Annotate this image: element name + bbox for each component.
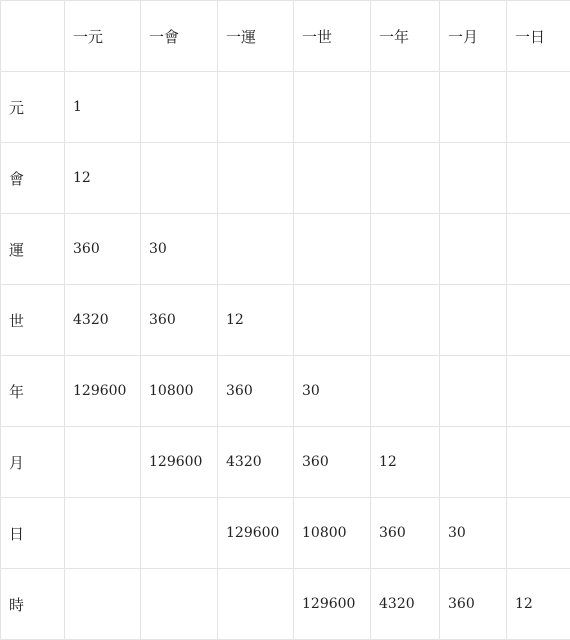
table-cell: 360 xyxy=(440,569,507,640)
column-header: 一元 xyxy=(65,1,141,72)
table-cell xyxy=(440,427,507,498)
table-cell xyxy=(218,72,294,143)
table-body xyxy=(1,72,570,640)
table-cell xyxy=(507,356,570,427)
table-cell: 30 xyxy=(440,498,507,569)
table-cell: 10800 xyxy=(141,356,218,427)
table-row xyxy=(1,72,570,143)
table-cell: 1 xyxy=(65,72,141,143)
column-header: 一月 xyxy=(440,1,507,72)
table-cell: 360 xyxy=(218,356,294,427)
table-row xyxy=(1,214,570,285)
column-header: 一世 xyxy=(294,1,371,72)
row-header: 年 xyxy=(1,356,65,427)
table-cell: 4320 xyxy=(371,569,440,640)
table-row xyxy=(1,285,570,356)
row-header: 運 xyxy=(1,214,65,285)
table-cell xyxy=(371,285,440,356)
table-cell: 360 xyxy=(65,214,141,285)
table-cell xyxy=(218,214,294,285)
table-cell xyxy=(65,427,141,498)
table-cell xyxy=(440,143,507,214)
table-cell xyxy=(440,356,507,427)
table-cell xyxy=(371,356,440,427)
table-cell xyxy=(141,72,218,143)
table-cell xyxy=(65,498,141,569)
column-header: 一運 xyxy=(218,1,294,72)
table-cell: 10800 xyxy=(294,498,371,569)
table-row xyxy=(1,569,570,640)
table-cell: 360 xyxy=(294,427,371,498)
table-cell: 30 xyxy=(141,214,218,285)
column-header: 一會 xyxy=(141,1,218,72)
table-cell xyxy=(294,214,371,285)
table-cell xyxy=(371,143,440,214)
table-cell xyxy=(141,498,218,569)
table-cell xyxy=(507,143,570,214)
table-cell: 12 xyxy=(65,143,141,214)
table-cell xyxy=(65,569,141,640)
table-cell xyxy=(218,569,294,640)
row-header: 元 xyxy=(1,72,65,143)
table-cell xyxy=(507,427,570,498)
header-row xyxy=(1,1,570,72)
table-cell: 12 xyxy=(507,569,570,640)
row-header: 會 xyxy=(1,143,65,214)
table-cell xyxy=(507,498,570,569)
table-cell: 129600 xyxy=(218,498,294,569)
corner-cell xyxy=(1,1,65,72)
table-row xyxy=(1,498,570,569)
table-row xyxy=(1,427,570,498)
table-cell xyxy=(294,143,371,214)
row-header: 日 xyxy=(1,498,65,569)
table-cell xyxy=(440,72,507,143)
table-cell xyxy=(141,569,218,640)
table-cell xyxy=(507,72,570,143)
column-header: 一年 xyxy=(371,1,440,72)
row-header: 世 xyxy=(1,285,65,356)
table-cell xyxy=(294,285,371,356)
table-cell: 30 xyxy=(294,356,371,427)
table-cell: 360 xyxy=(371,498,440,569)
table-cell xyxy=(507,285,570,356)
table-cell xyxy=(218,143,294,214)
table-row xyxy=(1,356,570,427)
table-cell: 129600 xyxy=(294,569,371,640)
table-cell xyxy=(507,214,570,285)
table-cell xyxy=(440,285,507,356)
table-cell: 12 xyxy=(218,285,294,356)
table-cell: 129600 xyxy=(65,356,141,427)
row-header: 月 xyxy=(1,427,65,498)
row-header: 時 xyxy=(1,569,65,640)
table-cell xyxy=(294,72,371,143)
table-cell xyxy=(440,214,507,285)
table-cell: 12 xyxy=(371,427,440,498)
table-cell xyxy=(371,214,440,285)
table-cell: 4320 xyxy=(65,285,141,356)
table-cell xyxy=(141,143,218,214)
table-cell xyxy=(371,72,440,143)
table-cell: 360 xyxy=(141,285,218,356)
table-cell: 129600 xyxy=(141,427,218,498)
column-header: 一日 xyxy=(507,1,570,72)
table-row xyxy=(1,143,570,214)
table-cell: 4320 xyxy=(218,427,294,498)
